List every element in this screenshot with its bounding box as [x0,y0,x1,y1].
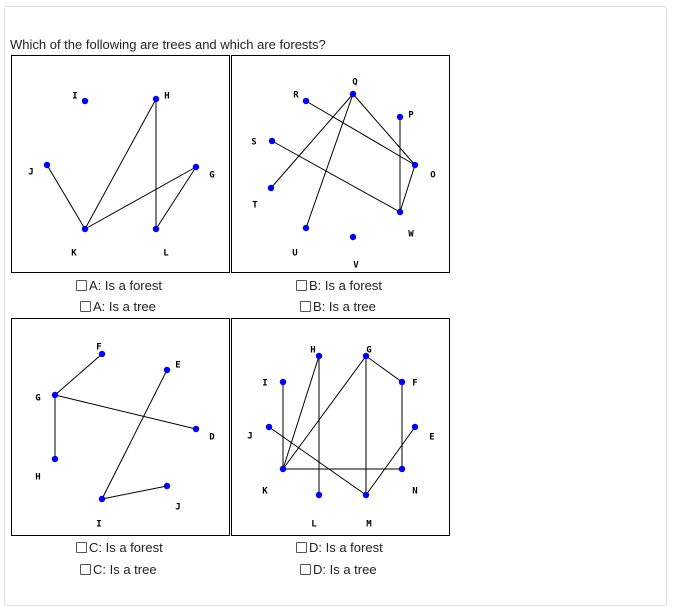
vertex-b-w [397,209,403,215]
vertex-label-d-g: G [366,345,372,356]
vertex-label-d-i: I [262,378,268,389]
option-d-tree-label: D: Is a tree [313,562,377,577]
vertex-c-e [164,367,170,373]
vertex-label-a-g: G [209,170,215,181]
vertex-label-b-t: T [252,200,258,211]
vertex-label-c-h: H [35,472,41,483]
vertex-label-a-i: I [72,91,78,102]
edge-b-s-w [272,141,400,212]
vertex-b-s [269,138,275,144]
vertex-label-b-u: U [292,248,298,259]
option-d-forest-label: D: Is a forest [309,540,383,555]
option-b-forest-label: B: Is a forest [309,278,382,293]
vertex-d-h [316,353,322,359]
edge-b-q-u [306,94,353,228]
vertex-label-b-q: Q [352,77,358,88]
edge-a-g-l [156,167,196,229]
graph-a-panel [11,55,230,273]
vertex-label-b-s: S [251,137,257,148]
vertex-label-d-k: K [262,486,268,497]
vertex-d-n [399,466,405,472]
vertex-label-a-j: J [28,167,34,178]
graph-c-panel [11,318,230,536]
vertex-label-d-j: J [247,431,253,442]
vertex-label-c-d: D [209,432,215,443]
vertex-label-d-n: N [412,486,418,497]
graph-b [232,56,451,274]
vertex-c-j [164,483,170,489]
vertex-label-c-j: J [175,502,181,513]
option-d-forest[interactable] [296,540,383,555]
option-c-forest[interactable] [76,540,163,555]
edge-c-g-d [55,395,196,429]
vertex-a-h [153,96,159,102]
vertex-c-i [99,496,105,502]
vertex-a-j [44,162,50,168]
vertex-b-q [350,91,356,97]
graph-b-panel [231,55,450,273]
vertex-label-b-r: R [293,90,299,101]
option-c-forest-label: C: Is a forest [89,540,163,555]
edge-c-f-g [55,354,102,395]
vertex-d-f [399,379,405,385]
checkbox-b-forest[interactable] [296,280,307,291]
edge-c-e-i [102,370,167,499]
checkbox-d-forest[interactable] [296,542,307,553]
vertex-label-a-l: L [163,248,169,259]
edge-a-j-k [47,165,85,229]
checkbox-a-tree[interactable] [80,301,91,312]
vertex-a-l [153,226,159,232]
checkbox-b-tree[interactable] [300,301,311,312]
vertex-d-m [363,492,369,498]
edge-c-i-j [102,486,167,499]
vertex-d-j [266,424,272,430]
graph-d [232,319,451,537]
vertex-label-c-e: E [175,360,181,371]
vertex-label-c-i: I [96,519,102,530]
option-d-tree[interactable] [300,562,377,577]
option-a-tree[interactable] [80,299,156,314]
edge-d-j-m [269,427,366,495]
option-c-tree[interactable] [80,562,157,577]
vertex-b-o [412,162,418,168]
vertex-d-k [280,466,286,472]
edge-d-g-f [366,356,402,382]
checkbox-c-forest[interactable] [76,542,87,553]
edge-d-e-m [366,427,418,497]
vertex-label-b-w: W [408,229,414,240]
vertex-c-h [52,456,58,462]
vertex-b-p [397,114,403,120]
option-a-forest[interactable] [76,278,162,293]
vertex-b-r [303,98,309,104]
vertex-a-i [82,98,88,104]
vertex-label-a-k: K [71,248,77,259]
option-b-tree[interactable] [300,299,376,314]
edge-d-h-k [283,356,319,469]
option-c-tree-label: C: Is a tree [93,562,157,577]
edge-b-o-w [400,165,415,212]
edge-b-q-o [353,94,415,165]
vertex-label-d-f: F [412,378,418,389]
vertex-label-d-h: H [310,345,316,356]
graph-a [12,56,231,274]
vertex-d-l [316,492,322,498]
vertex-label-d-m: M [366,519,372,530]
vertex-label-b-v: V [353,260,359,271]
vertex-label-b-o: O [430,170,436,181]
edge-d-g-k [283,356,366,469]
graph-d-panel [231,318,450,536]
vertex-label-c-f: F [96,342,102,353]
vertex-label-d-l: L [311,519,317,530]
checkbox-c-tree[interactable] [80,564,91,575]
vertex-label-a-h: H [164,91,170,102]
graph-c [12,319,231,537]
vertex-label-d-e: E [429,432,435,443]
vertex-a-k [82,226,88,232]
vertex-c-g [52,392,58,398]
checkbox-a-forest[interactable] [76,280,87,291]
checkbox-d-tree[interactable] [300,564,311,575]
question-text: Which of the following are trees and which are forests? [10,37,326,52]
option-a-tree-label: A: Is a tree [93,299,156,314]
option-b-tree-label: B: Is a tree [313,299,376,314]
edge-b-q-t [271,94,353,188]
option-a-forest-label: A: Is a forest [89,278,162,293]
vertex-d-e [412,424,418,430]
vertex-a-g [193,164,199,170]
edge-b-r-o [306,101,415,165]
vertex-b-v [350,234,356,240]
vertex-c-d [193,426,199,432]
option-b-forest[interactable] [296,278,382,293]
vertex-label-b-p: P [408,110,414,121]
vertex-b-u [303,225,309,231]
vertex-b-t [268,185,274,191]
vertex-d-i [280,379,286,385]
vertex-label-c-g: G [35,393,41,404]
